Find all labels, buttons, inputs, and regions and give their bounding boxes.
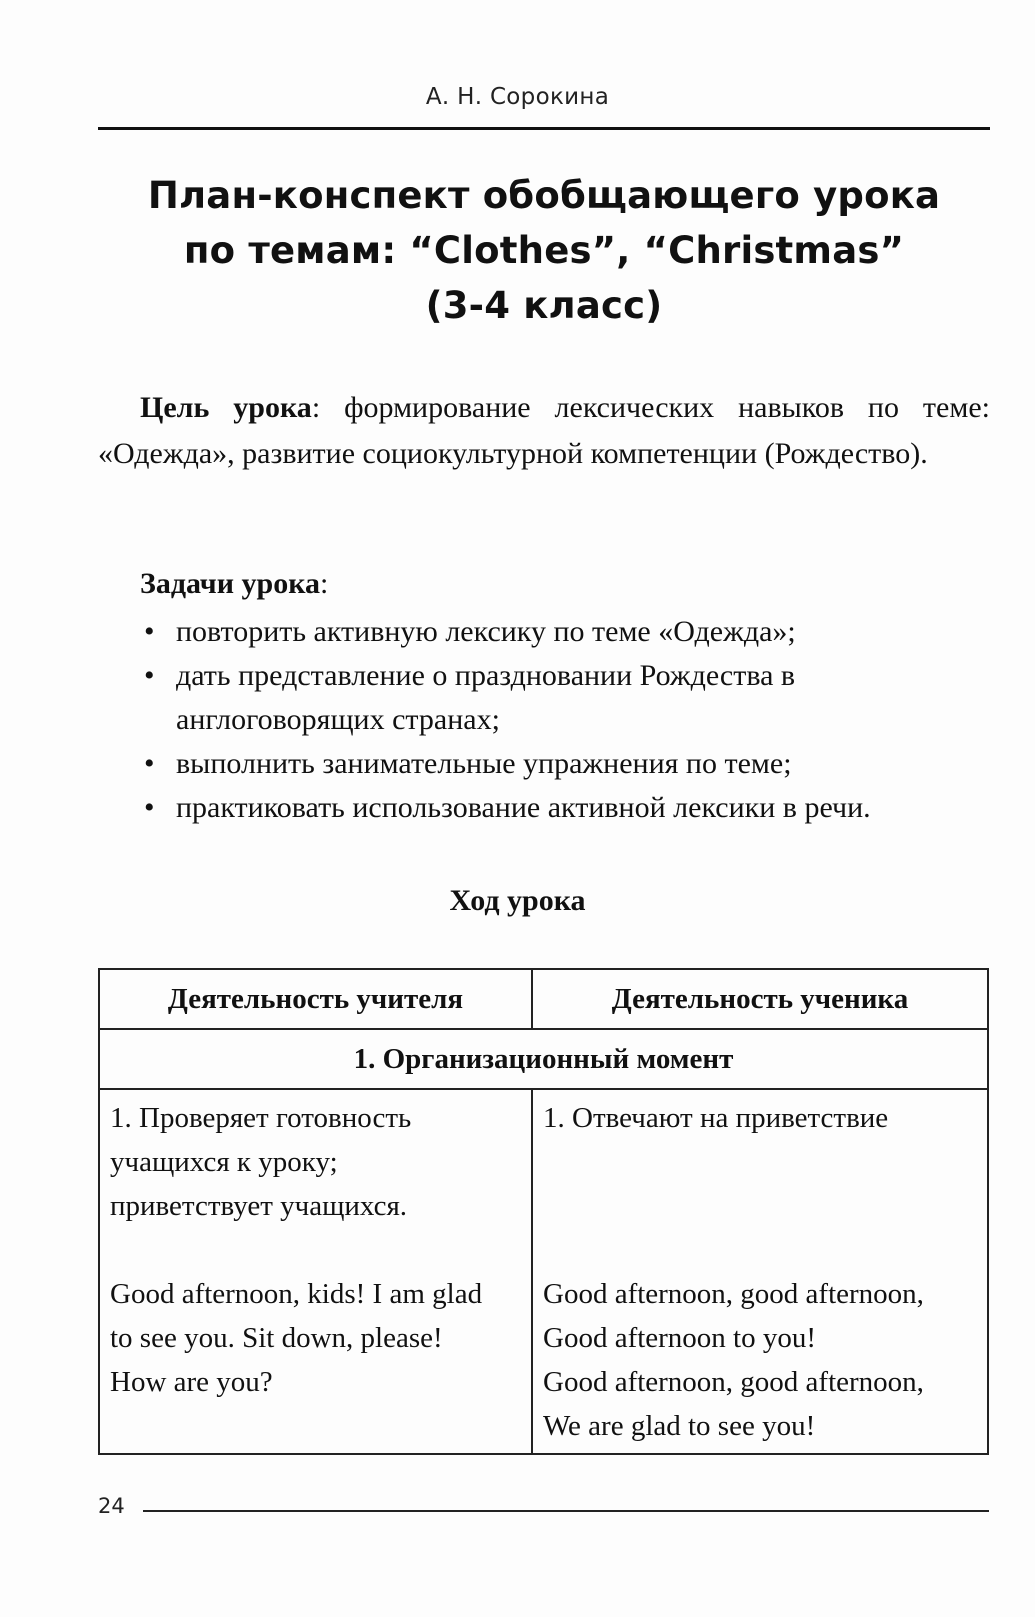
header-rule (98, 127, 990, 130)
page-number: 24 (98, 1494, 125, 1518)
student-song-line: Good afternoon, good afternoon, (543, 1278, 924, 1310)
task-item: • повторить активную лексику по теме «Одежда»; (140, 610, 990, 654)
page-title (98, 168, 990, 333)
lesson-table (98, 968, 989, 1455)
footer-rule (143, 1510, 989, 1512)
title-line-1: План-конспект обобщающего урока (147, 174, 941, 217)
table-header-row (99, 969, 988, 1029)
lesson-goal-paragraph (98, 385, 990, 477)
task-item: • практиковать использование активной лексики в речи. (140, 786, 990, 830)
teacher-line: приветствует учащихся. (110, 1190, 408, 1222)
teacher-speech-line: to see you. Sit down, please! (110, 1322, 443, 1354)
task-item: • выполнить занимательные упражнения по теме; (140, 742, 990, 786)
teacher-speech-line: How are you? (110, 1366, 273, 1398)
student-activity-header: Деятельность ученика (532, 969, 988, 1029)
teacher-activity-header: Деятельность учителя (99, 969, 532, 1029)
student-song-line: Good afternoon, good afternoon, (543, 1366, 924, 1398)
goal-text: : формирование лексических навыков по теме: «Одежда», развитие социокультурной компетенции (Рождество). (98, 391, 990, 470)
task-item: • дать представление о праздновании Рождества в англоговорящих странах; (140, 654, 990, 742)
tasks-heading (140, 561, 328, 607)
tasks-list (140, 610, 990, 830)
student-song-line: Good afternoon to you! (543, 1322, 817, 1354)
title-line-2: по темам: “Clothes”, “Christmas” (183, 229, 905, 272)
teacher-line: учащихся к уроку; (110, 1146, 338, 1178)
teacher-line: 1. Проверяет готовность (110, 1102, 412, 1134)
table-stage-row (99, 1029, 988, 1089)
title-line-3: (3-4 класс) (425, 284, 663, 327)
student-line: 1. Отвечают на приветствие (543, 1102, 889, 1134)
stage-title: 1. Организационный момент (99, 1029, 988, 1089)
student-activity-cell (532, 1089, 988, 1454)
tasks-label: Задачи урока (140, 567, 321, 600)
teacher-activity-cell (99, 1089, 532, 1454)
goal-label: Цель урока (140, 391, 312, 424)
lesson-progress-heading: Ход урока (449, 884, 586, 917)
teacher-speech-line: Good afternoon, kids! I am glad (110, 1278, 483, 1310)
table-row (99, 1089, 988, 1454)
tasks-label-suffix: : (320, 567, 329, 600)
running-header-author: А. Н. Сорокина (425, 84, 610, 110)
student-song-line: We are glad to see you! (543, 1410, 816, 1442)
